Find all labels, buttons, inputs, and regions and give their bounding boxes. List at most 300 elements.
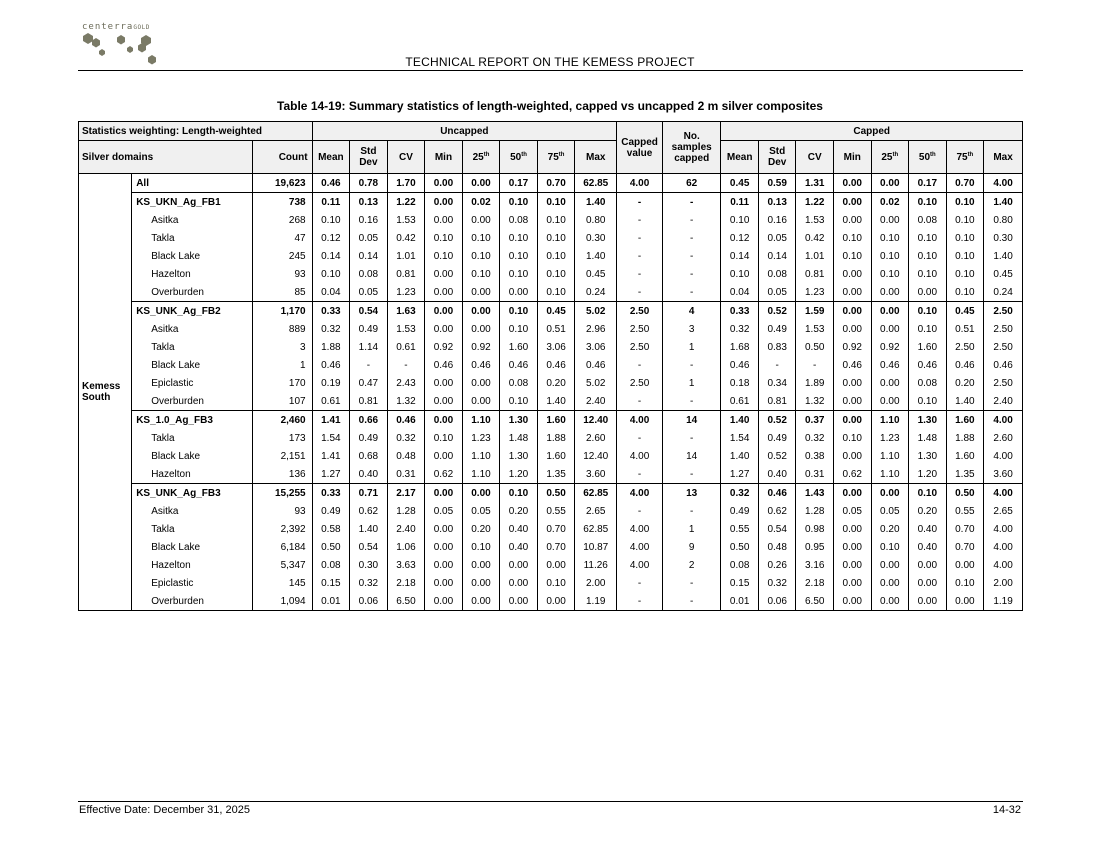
capped-stat-cell: 1.23 [796, 283, 834, 302]
uncapped-stat-cell: 1.40 [575, 247, 617, 265]
uncapped-stat-cell: 0.46 [462, 356, 500, 374]
uncapped-stat-cell: 3.60 [575, 465, 617, 484]
capped-stat-cell: 4.00 [984, 447, 1023, 465]
capped-stat-cell: 2.50 [984, 374, 1023, 392]
capped-stat-cell: 0.32 [758, 574, 796, 592]
capped-stat-cell: 0.70 [946, 520, 984, 538]
domain-cell: KS_UNK_Ag_FB3 [132, 484, 253, 503]
capped-stat-cell: 0.59 [758, 174, 796, 193]
table-row [79, 338, 1023, 356]
capped-stat-cell: 0.37 [796, 411, 834, 430]
uncapped-stat-cell: 0.00 [537, 592, 575, 611]
count-cell: 107 [253, 392, 312, 411]
uncapped-stat-cell: 0.10 [500, 320, 538, 338]
capped-value-cell: 2.50 [617, 338, 663, 356]
samples-capped-cell: 4 [663, 302, 721, 321]
capped-stat-cell: 1.31 [796, 174, 834, 193]
capped-stat-cell: - [796, 356, 834, 374]
uncapped-stat-cell: 0.17 [500, 174, 538, 193]
uncapped-stat-cell: 0.05 [350, 229, 388, 247]
weighting-header: Statistics weighting: Length-weighted [79, 122, 313, 141]
capped-stat-cell: 0.54 [758, 520, 796, 538]
capped-stat-cell: 0.46 [871, 356, 909, 374]
capped-stat-cell: 0.50 [721, 538, 759, 556]
uncapped-stat-cell: 2.17 [387, 484, 425, 503]
uncapped-stat-cell: 1.88 [537, 429, 575, 447]
uncapped-stat-cell: 0.10 [312, 211, 350, 229]
uncapped-stat-cell: 0.00 [462, 174, 500, 193]
domain-cell: Overburden [132, 283, 253, 302]
table-row [79, 411, 1023, 430]
uncapped-stat-cell: 0.01 [312, 592, 350, 611]
uncapped-stat-cell: 0.00 [425, 174, 463, 193]
uncapped-stat-cell: 0.00 [462, 392, 500, 411]
uncapped-stat-cell: 0.81 [387, 265, 425, 283]
uncapped-stat-cell: 0.78 [350, 174, 388, 193]
uncapped-stat-cell: 0.66 [350, 411, 388, 430]
uncapped-stat-cell: 0.08 [350, 265, 388, 283]
uncapped-stat-cell: 0.24 [575, 283, 617, 302]
region-label: Kemess South [79, 174, 132, 611]
capped-stat-cell: 1.48 [909, 429, 947, 447]
table-row [79, 211, 1023, 229]
count-cell: 245 [253, 247, 312, 265]
uncapped-stat-cell: 1.40 [350, 520, 388, 538]
capped-stat-cell: 0.10 [909, 265, 947, 283]
uncapped-stat-cell: 0.00 [500, 592, 538, 611]
uncapped-stat-cell: 1.28 [387, 502, 425, 520]
uncapped-stat-cell: 0.46 [575, 356, 617, 374]
capped-stat-cell: 0.10 [946, 283, 984, 302]
table-row [79, 592, 1023, 611]
capped-value-cell: 4.00 [617, 520, 663, 538]
uncapped-stat-cell: 0.15 [312, 574, 350, 592]
samples-capped-cell: - [663, 229, 721, 247]
uncapped-stat-cell: 0.70 [537, 538, 575, 556]
capped-stat-cell: 1.89 [796, 374, 834, 392]
uncapped-stat-cell: 0.32 [350, 574, 388, 592]
summary-statistics-table [78, 121, 1023, 611]
capped-stat-cell: 0.51 [946, 320, 984, 338]
uncapped-stat-cell: 1.63 [387, 302, 425, 321]
capped-value-cell: 2.50 [617, 320, 663, 338]
uncapped-stat-cell: 12.40 [575, 411, 617, 430]
domain-cell: Takla [132, 520, 253, 538]
capped-stat-cell: 0.00 [833, 574, 871, 592]
capped-stat-cell: 0.00 [871, 174, 909, 193]
capped-stat-cell: 0.14 [721, 247, 759, 265]
uncapped-stat-cell: 0.00 [462, 302, 500, 321]
uncapped-stat-cell: 0.55 [537, 502, 575, 520]
capped-stat-cell: 0.00 [871, 283, 909, 302]
uncapped-stat-cell: 1.19 [575, 592, 617, 611]
uncapped-stat-cell: 0.58 [312, 520, 350, 538]
uncapped-stat-cell: 0.10 [500, 302, 538, 321]
capped-stat-cell: 3.60 [984, 465, 1023, 484]
capped-stat-cell: 1.43 [796, 484, 834, 503]
domain-cell: Epiclastic [132, 574, 253, 592]
capped-stat-cell: 0.00 [833, 211, 871, 229]
capped-stat-cell: 0.00 [833, 392, 871, 411]
uncapped-stat-cell: 0.00 [462, 211, 500, 229]
capped-stat-cell: 1.20 [909, 465, 947, 484]
uncapped-stat-header: Mean [312, 141, 350, 174]
capped-stat-cell: 0.00 [871, 484, 909, 503]
capped-stat-cell: 0.95 [796, 538, 834, 556]
capped-stat-cell: 0.10 [946, 247, 984, 265]
capped-stat-cell: 0.08 [909, 211, 947, 229]
count-cell: 2,460 [253, 411, 312, 430]
uncapped-stat-cell: 0.10 [537, 574, 575, 592]
uncapped-stat-cell: 0.06 [350, 592, 388, 611]
uncapped-stat-cell: 0.32 [387, 429, 425, 447]
uncapped-stat-cell: 0.00 [500, 283, 538, 302]
uncapped-stat-cell: 62.85 [575, 174, 617, 193]
capped-stat-cell: 0.13 [758, 193, 796, 212]
uncapped-stat-cell: 1.20 [500, 465, 538, 484]
table-row [79, 429, 1023, 447]
capped-stat-cell: 0.14 [758, 247, 796, 265]
uncapped-stat-cell: 0.00 [425, 574, 463, 592]
table-row [79, 502, 1023, 520]
uncapped-stat-cell: 3.06 [575, 338, 617, 356]
samples-capped-cell: - [663, 211, 721, 229]
capped-stat-cell: 0.15 [721, 574, 759, 592]
uncapped-stat-cell: 1.30 [500, 447, 538, 465]
uncapped-stat-cell: 1.41 [312, 411, 350, 430]
uncapped-stat-cell: 3.63 [387, 556, 425, 574]
samples-capped-cell: 14 [663, 447, 721, 465]
capped-stat-cell: 0.00 [833, 538, 871, 556]
uncapped-stat-cell: 1.01 [387, 247, 425, 265]
uncapped-stat-cell: 0.00 [462, 556, 500, 574]
capped-stat-cell: 0.52 [758, 447, 796, 465]
uncapped-stat-cell: 0.00 [425, 484, 463, 503]
uncapped-stat-cell: 0.00 [425, 193, 463, 212]
capped-stat-cell: 1.22 [796, 193, 834, 212]
count-cell: 93 [253, 265, 312, 283]
capped-stat-cell: 2.60 [984, 429, 1023, 447]
capped-stat-cell: 0.08 [721, 556, 759, 574]
capped-stat-cell: 0.50 [946, 484, 984, 503]
capped-stat-cell: 0.00 [909, 574, 947, 592]
uncapped-stat-cell: 5.02 [575, 374, 617, 392]
capped-stat-cell: 0.10 [946, 574, 984, 592]
capped-stat-cell: 1.40 [721, 447, 759, 465]
capped-stat-cell: 1.10 [871, 447, 909, 465]
capped-stat-cell: 0.32 [721, 320, 759, 338]
capped-stat-cell: 0.08 [909, 374, 947, 392]
capped-stat-cell: 0.12 [721, 229, 759, 247]
footer-rule [78, 801, 1023, 802]
table-caption: Table 14-19: Summary statistics of length-weighted, capped vs uncapped 2 m silver composites [277, 99, 823, 113]
capped-value-cell: - [617, 392, 663, 411]
capped-stat-cell: 0.10 [909, 302, 947, 321]
domain-cell: Takla [132, 338, 253, 356]
capped-stat-cell: 0.38 [796, 447, 834, 465]
capped-stat-cell: 1.54 [721, 429, 759, 447]
capped-stat-header: Std Dev [758, 141, 796, 174]
uncapped-stat-cell: 0.00 [425, 374, 463, 392]
uncapped-stat-cell: 1.88 [312, 338, 350, 356]
count-cell: 889 [253, 320, 312, 338]
logo-wordmark: centerraGOLD [82, 22, 150, 32]
capped-stat-header: Mean [721, 141, 759, 174]
capped-stat-cell: 0.81 [796, 265, 834, 283]
uncapped-stat-cell: 1.53 [387, 211, 425, 229]
table-row [79, 193, 1023, 212]
uncapped-stat-cell: 0.04 [312, 283, 350, 302]
uncapped-stat-cell: 0.30 [575, 229, 617, 247]
capped-stat-cell: 1.88 [946, 429, 984, 447]
capped-stat-cell: 0.10 [909, 484, 947, 503]
capped-stat-cell: 0.00 [871, 556, 909, 574]
count-cell: 268 [253, 211, 312, 229]
capped-stat-cell: - [758, 356, 796, 374]
uncapped-stat-cell: 0.30 [350, 556, 388, 574]
capped-stat-cell: 1.60 [946, 447, 984, 465]
uncapped-stat-cell: 1.40 [575, 193, 617, 212]
uncapped-stat-cell: 0.00 [425, 320, 463, 338]
capped-stat-cell: 0.00 [871, 374, 909, 392]
samples-capped-cell: 1 [663, 520, 721, 538]
uncapped-stat-cell: 0.54 [350, 538, 388, 556]
capped-value-cell: - [617, 356, 663, 374]
samples-capped-cell: - [663, 265, 721, 283]
capped-stat-header: Min [833, 141, 871, 174]
capped-stat-cell: 0.05 [833, 502, 871, 520]
uncapped-stat-header: Std Dev [350, 141, 388, 174]
capped-stat-cell: 0.10 [946, 229, 984, 247]
uncapped-stat-cell: 0.42 [387, 229, 425, 247]
capped-stat-cell: 0.46 [946, 356, 984, 374]
capped-stat-cell: 0.10 [833, 229, 871, 247]
capped-stat-cell: 0.81 [758, 392, 796, 411]
capped-stat-cell: 0.08 [758, 265, 796, 283]
capped-stat-cell: 0.00 [833, 592, 871, 611]
table-row [79, 484, 1023, 503]
capped-stat-cell: 0.02 [871, 193, 909, 212]
capped-stat-cell: 2.40 [984, 392, 1023, 411]
uncapped-stat-cell: 62.85 [575, 520, 617, 538]
uncapped-stat-cell: 0.05 [462, 502, 500, 520]
uncapped-stat-cell: - [350, 356, 388, 374]
uncapped-stat-cell: 5.02 [575, 302, 617, 321]
count-header: Count [253, 141, 312, 174]
uncapped-stat-cell: 0.40 [350, 465, 388, 484]
count-cell: 1 [253, 356, 312, 374]
capped-stat-cell: 0.00 [833, 320, 871, 338]
table-row [79, 302, 1023, 321]
capped-stat-cell: 0.00 [871, 574, 909, 592]
capped-stat-cell: 0.00 [833, 283, 871, 302]
capped-stat-cell: 0.45 [984, 265, 1023, 283]
silver-domains-header: Silver domains [79, 141, 253, 174]
capped-stat-cell: 0.34 [758, 374, 796, 392]
uncapped-stat-cell: 0.40 [500, 538, 538, 556]
capped-stat-cell: 0.55 [721, 520, 759, 538]
uncapped-stat-cell: 0.10 [425, 247, 463, 265]
capped-stat-cell: 0.98 [796, 520, 834, 538]
domain-cell: Black Lake [132, 247, 253, 265]
uncapped-stat-cell: 0.20 [462, 520, 500, 538]
capped-stat-cell: 0.10 [909, 392, 947, 411]
uncapped-stat-cell: 0.00 [425, 538, 463, 556]
table-row [79, 520, 1023, 538]
uncapped-stat-cell: 0.00 [462, 283, 500, 302]
uncapped-stat-cell: 0.61 [387, 338, 425, 356]
capped-stat-header: 25th [871, 141, 909, 174]
capped-stat-cell: 4.00 [984, 174, 1023, 193]
capped-stat-cell: 0.16 [758, 211, 796, 229]
capped-stat-cell: 0.80 [984, 211, 1023, 229]
capped-stat-cell: 0.46 [721, 356, 759, 374]
uncapped-stat-cell: 0.81 [350, 392, 388, 411]
uncapped-stat-cell: 1.22 [387, 193, 425, 212]
samples-capped-cell: - [663, 283, 721, 302]
capped-stat-cell: 0.00 [833, 374, 871, 392]
samples-capped-cell: - [663, 247, 721, 265]
capped-value-cell: 4.00 [617, 538, 663, 556]
capped-stat-cell: 0.62 [758, 502, 796, 520]
uncapped-stat-cell: 0.62 [350, 502, 388, 520]
uncapped-stat-cell: 0.00 [425, 411, 463, 430]
capped-stat-cell: 1.35 [946, 465, 984, 484]
capped-stat-cell: 0.00 [833, 265, 871, 283]
uncapped-stat-cell: 0.00 [425, 211, 463, 229]
uncapped-stat-cell: 2.40 [387, 520, 425, 538]
uncapped-stat-cell: 0.10 [537, 283, 575, 302]
uncapped-stat-cell: 0.62 [425, 465, 463, 484]
capped-stat-cell: 1.40 [721, 411, 759, 430]
uncapped-stat-cell: 1.70 [387, 174, 425, 193]
uncapped-stat-cell: 1.14 [350, 338, 388, 356]
capped-value-cell: - [617, 247, 663, 265]
samples-capped-cell: - [663, 465, 721, 484]
uncapped-stat-cell: 1.06 [387, 538, 425, 556]
capped-stat-cell: 4.00 [984, 556, 1023, 574]
capped-value-cell: - [617, 465, 663, 484]
capped-stat-header: Max [984, 141, 1023, 174]
capped-stat-cell: 1.32 [796, 392, 834, 411]
uncapped-stat-cell: 2.40 [575, 392, 617, 411]
uncapped-stat-cell: 0.10 [462, 265, 500, 283]
capped-stat-cell: 0.46 [833, 356, 871, 374]
uncapped-stat-cell: 0.31 [387, 465, 425, 484]
uncapped-stat-cell: 0.10 [425, 229, 463, 247]
uncapped-stat-cell: 0.33 [312, 484, 350, 503]
uncapped-stat-cell: 0.71 [350, 484, 388, 503]
count-cell: 145 [253, 574, 312, 592]
uncapped-stat-cell: 0.10 [462, 538, 500, 556]
uncapped-stat-cell: 0.46 [500, 356, 538, 374]
uncapped-stat-header: 25th [462, 141, 500, 174]
uncapped-stat-header: Min [425, 141, 463, 174]
uncapped-stat-cell: 0.12 [312, 229, 350, 247]
capped-stat-cell: 0.00 [946, 556, 984, 574]
capped-stat-cell: 0.00 [833, 484, 871, 503]
capped-stat-cell: 1.53 [796, 320, 834, 338]
uncapped-stat-cell: 0.00 [425, 392, 463, 411]
uncapped-stat-cell: 0.47 [350, 374, 388, 392]
capped-stat-cell: 1.28 [796, 502, 834, 520]
uncapped-stat-cell: 0.00 [425, 302, 463, 321]
capped-stat-cell: 0.40 [758, 465, 796, 484]
uncapped-stat-cell: 0.00 [425, 283, 463, 302]
capped-stat-cell: 0.00 [871, 392, 909, 411]
uncapped-stat-cell: 0.10 [462, 247, 500, 265]
table-row [79, 574, 1023, 592]
capped-stat-cell: 2.50 [984, 338, 1023, 356]
uncapped-stat-cell: 0.00 [462, 320, 500, 338]
samples-capped-cell: - [663, 574, 721, 592]
effective-date: Effective Date: December 31, 2025 [79, 804, 251, 816]
capped-value-cell: 4.00 [617, 411, 663, 430]
capped-stat-cell: 0.50 [796, 338, 834, 356]
capped-stat-cell: 1.27 [721, 465, 759, 484]
capped-stat-cell: 1.10 [871, 465, 909, 484]
uncapped-stat-header: 75th [537, 141, 575, 174]
uncapped-stat-cell: 0.68 [350, 447, 388, 465]
uncapped-stat-cell: 1.54 [312, 429, 350, 447]
capped-stat-cell: 0.92 [871, 338, 909, 356]
capped-value-cell: - [617, 429, 663, 447]
table-row [79, 556, 1023, 574]
uncapped-stat-header: CV [387, 141, 425, 174]
capped-stat-cell: 0.83 [758, 338, 796, 356]
capped-stat-cell: 1.19 [984, 592, 1023, 611]
samples-capped-cell: - [663, 502, 721, 520]
uncapped-stat-cell: 1.41 [312, 447, 350, 465]
capped-value-header: Capped value [617, 122, 663, 174]
uncapped-stat-cell: 0.20 [537, 374, 575, 392]
uncapped-stat-cell: 0.19 [312, 374, 350, 392]
capped-stat-cell: 4.00 [984, 538, 1023, 556]
uncapped-stat-cell: 2.96 [575, 320, 617, 338]
capped-value-cell: 4.00 [617, 174, 663, 193]
capped-stat-cell: 2.50 [984, 320, 1023, 338]
capped-stat-cell: 0.00 [871, 211, 909, 229]
capped-stat-cell: 4.00 [984, 411, 1023, 430]
capped-stat-cell: 0.61 [721, 392, 759, 411]
uncapped-stat-cell: 0.00 [462, 592, 500, 611]
capped-stat-cell: 0.00 [871, 592, 909, 611]
capped-stat-cell: 0.00 [833, 447, 871, 465]
capped-stat-cell: 0.46 [984, 356, 1023, 374]
uncapped-stat-cell: 0.70 [537, 520, 575, 538]
capped-stat-cell: 1.30 [909, 411, 947, 430]
uncapped-stat-cell: 0.08 [312, 556, 350, 574]
capped-stat-cell: 0.48 [758, 538, 796, 556]
uncapped-stat-cell: 0.00 [425, 447, 463, 465]
uncapped-stat-cell: 3.06 [537, 338, 575, 356]
capped-stat-cell: 0.32 [721, 484, 759, 503]
domain-cell: Black Lake [132, 356, 253, 374]
capped-stat-cell: 0.42 [796, 229, 834, 247]
capped-stat-cell: 1.53 [796, 211, 834, 229]
capped-stat-cell: 0.10 [721, 265, 759, 283]
capped-stat-cell: 0.55 [946, 502, 984, 520]
capped-stat-cell: 0.10 [871, 247, 909, 265]
table-row [79, 283, 1023, 302]
capped-stat-cell: 2.18 [796, 574, 834, 592]
table-row [79, 465, 1023, 484]
uncapped-stat-cell: 0.14 [312, 247, 350, 265]
uncapped-stat-cell: 0.10 [312, 265, 350, 283]
uncapped-stat-cell: 0.50 [312, 538, 350, 556]
capped-stat-cell: 1.59 [796, 302, 834, 321]
uncapped-stat-cell: 0.10 [500, 392, 538, 411]
